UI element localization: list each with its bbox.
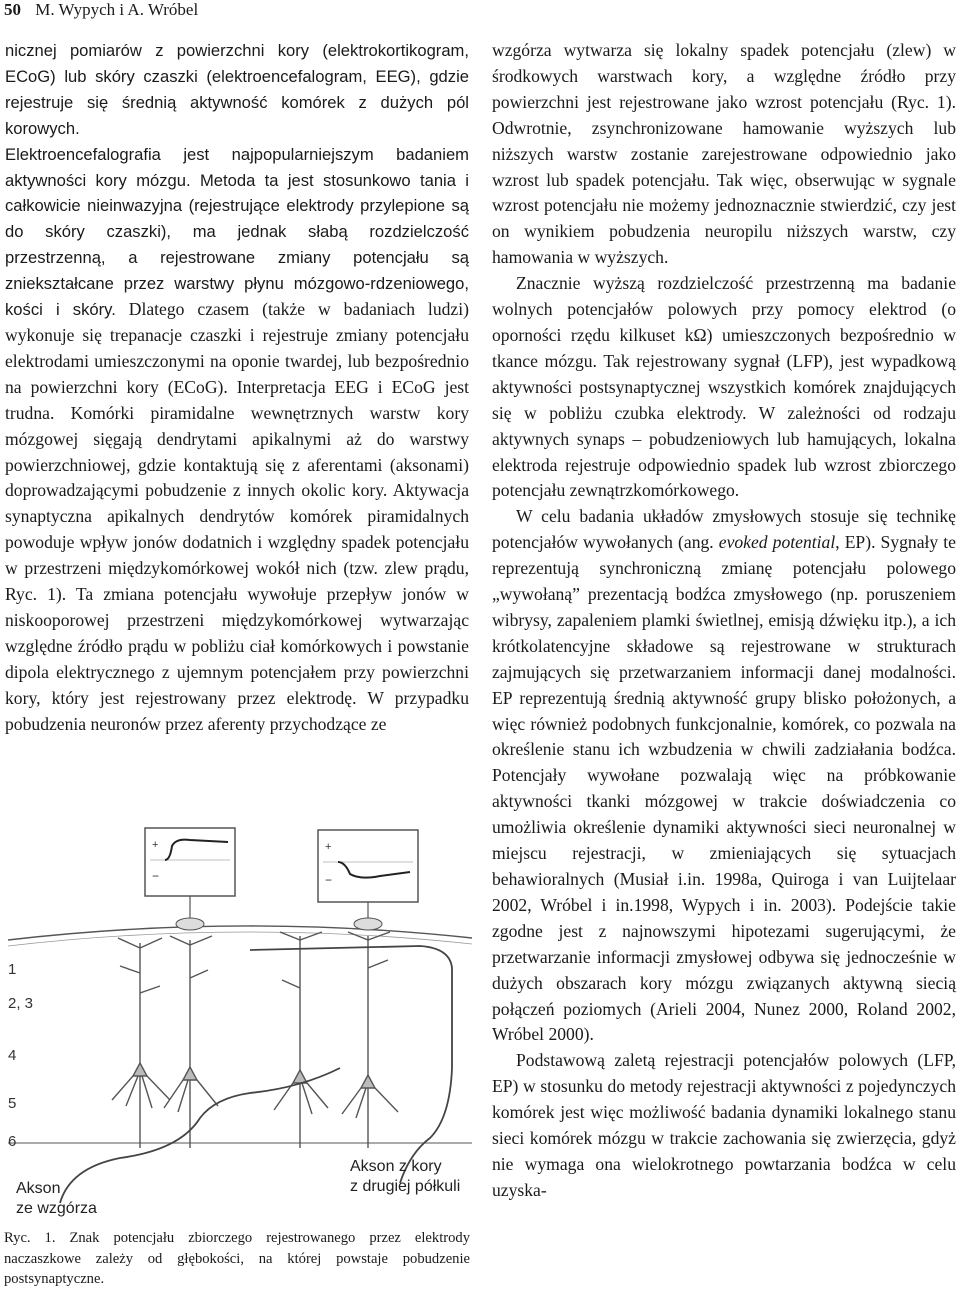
- text-run: , EP). Sygnały te reprezentują synchroniczną zmianę potencjału polowego „wywołaną” prezentacją bodźca zmysłowego (np. poruszeniem wibrysy, zapaleniem plamki świetlnej, emisją dźwięku itp.), a ich krótkolatencyjne składowe są rejestrowane w strukturach zajmujących się przetwarzaniem informacji danej modalności. EP reprezentują średnią aktywność grupy blisko położonych, a więc również podobnych funkcjonalnie, komórek, co pozwala na określenie stanu ich wzbudzenia w chwili zadziałania bodźca. Potencjały wywołane pozwalają więc na próbkowanie aktywności tkanki mózgowej w trakcie doświadczenia co umożliwia określenie dynamiki aktywności sieci neuronalnej w miejscu rejestracji, w zmieniających się sytuacjach behawioralnych (Musiał i.in. 1998a, Quiroga i van Luijtelaar 2002, Wróbel i in.1998, Wypych i in. 2003). Podejście takie zgodne jest z najnowszymi hipotezami sugerującymi, że przetwarzanie informacji zmysłowej odbywa się jednocześnie w dużych obszarach kory mózgu związanych aktywną siecią połączeń poziomych (Arieli 2004, Nunez 2000, Roland 2002, Wróbel 2000).: [492, 532, 956, 1045]
- electrode-2-plus-sign: +: [325, 841, 332, 853]
- layer-label-2-3: 2, 3: [8, 995, 34, 1012]
- axon-thalamus-label-line-2: ze wzgórza: [16, 1200, 97, 1217]
- running-authors: M. Wypych i A. Wróbel: [35, 0, 199, 19]
- paragraph: [492, 38, 956, 271]
- axon-cortex-label-line-2: z drugiej półkuli: [350, 1178, 461, 1195]
- electrode-1-recording-box: [145, 828, 235, 896]
- electrode-1-minus-sign: −: [152, 869, 160, 883]
- text-run: wzgórza wytwarza się lokalny spadek potencjału (zlew) w środkowych warstwach kory, a względne źródło przy powierzchni jest rejestrowane jako wzrost potencjału (Ryc. 1). Odwrotnie, zsynchronizowane hamowanie wyższych lub niższych warstw zostanie zarejestrowane odpowiednio jako wzrost lub spadek potencjału. Tak więc, obserwując w sygnale wzrost potencjału nie możemy jednoznacznie stwierdzić, czy jest on wynikiem pobudzenia neuropilu niższych warstw, czy hamowania w wyższych.: [492, 40, 956, 268]
- layer-label-5: 5: [8, 1095, 17, 1112]
- paragraph: [492, 271, 956, 504]
- text-run: Podstawową zaletą rejestracji potencjałów polowych (LFP, EP) w stosunku do metody rejestracji aktywności z pojedynczych komórek jest więc możliwość badania dynamiki lokalnego stanu sieci komórek mózgu w trakcie zachowania się zwierzęcia, gdyż nie wymaga ona wielokrotnego powtarzania bodźca w celu uzyska-: [492, 1050, 956, 1200]
- text-run: Dlatego czasem (także w badaniach ludzi) wykonuje się trepanacje czaszki i rejestruje zmiany potencjału elektrodami umieszczonymi na oponie twardej, lub bezpośrednio na powierzchni kory (ECoG). Interpretacja EEG i ECoG jest trudna. Komórki piramidalne wewnętrznych warstw kory mózgowej sięgają dendrytami apikalnymi aż do warstwy powierzchniowej, gdzie kontaktują się z aferentami (aksonami) doprowadzającymi pobudzenie z innych okolic kory. Aktywacja synaptyczna apikalnych dendrytów komórek piramidalnych powoduje wpływ jonów dodatnich i względny spadek potencjału w przestrzeni międzykomórkowej wokół nich (tzw. zlew prądu, Ryc. 1). Ta zmiana potencjału wywołuje przepływ jonów w niskooporowej przestrzeni międzykomórkowej wytwarzając względne źródło prądu w pobliżu ciał komórkowych i powstanie dipola elektrycznego z ujemnym potencjałem przy powierzchni kory, który jest rejestrowany przez elektrodę. W przypadku pobudzenia neuronów przez aferenty przychodzące ze: [5, 299, 469, 734]
- pyramidal-neuron-1: [112, 938, 170, 1148]
- figure-1: [0, 818, 475, 1218]
- callosal-afferent-axon: [250, 946, 452, 1183]
- electrode-1-plus-sign: +: [152, 839, 159, 851]
- electrode-2-disc: [354, 918, 382, 930]
- axon-thalamus-label-line-1: Akson: [16, 1180, 61, 1197]
- italic-text-run: evoked potential: [718, 532, 836, 553]
- text-run: nicznej pomiarów z powierzchni kory (elektrokortikogram, ECoG) lub skóry czaszki (elektroencefalogram, EEG), gdzie rejestruje się średnią aktywność komórek z dużych pól korowych.: [5, 41, 469, 138]
- figure-1-illustration: [0, 818, 475, 1218]
- paragraph: [5, 38, 469, 142]
- cortex-surface-line-inner: [8, 932, 472, 946]
- text-run: W celu badania układów zmysłowych stosuje się technikę potencjałów wywołanych (ang.: [492, 506, 956, 553]
- running-header: [4, 0, 198, 20]
- text-run: Znacznie wyższą rozdzielczość przestrzenną ma badanie wolnych potencjałów polowych przy pomocy elektrod (o oporności rzędu kilkuset kΩ) umieszczonych bezpośrednio w tkance mózgu. Tak rejestrowany sygnał (LFP), jest wypadkową aktywności postsynaptycznej wszystkich komórek znajdujących się w pobliżu czubka elektrody. W zależności od rodzaju aktywnych synaps – pobudzeniowych lub hamujących, lokalna elektroda rejestruje odpowiednio spadek lub wzrost zbiorczego potencjału zewnątrzkomórkowego.: [492, 273, 956, 501]
- paragraph: [5, 142, 469, 738]
- left-text-column: [5, 38, 469, 737]
- pyramidal-neuron-2: [164, 936, 218, 1148]
- pyramidal-neuron-3: [274, 932, 328, 1148]
- electrode-2-minus-sign: −: [325, 873, 333, 887]
- paragraph: [492, 1048, 956, 1203]
- text-run: Elektroencefalografia jest najpopularniejszym badaniem aktywności kory mózgu. Metoda ta jest stosunkowo tania i całkowicie nieinwazyjna (rejestrujące elektrody przylepione są do skóry czaszki), ma jednak słabą rozdzielczość przestrzenną, a rejestrowane zmiany potencjału są zniekształcane przez warstwy płynu mózgowo-rdzeniowego, kości i skóry.: [5, 144, 469, 320]
- thalamic-afferent-axon: [60, 1068, 340, 1203]
- electrode-2-recording-box: [318, 830, 418, 902]
- pyramidal-neuron-4: [342, 932, 398, 1148]
- electrode-1-disc: [176, 918, 204, 930]
- layer-label-6: 6: [8, 1133, 17, 1150]
- layer-label-4: 4: [8, 1047, 17, 1064]
- page-number: 50: [4, 0, 21, 19]
- right-text-column: [492, 38, 956, 1204]
- axon-cortex-label-line-1: Akson z kory: [350, 1158, 442, 1175]
- figure-1-caption: Ryc. 1. Znak potencjału zbiorczego rejestrowanego przez elektrody naczaszkowe zależy od głębokości, na której powstaje pobudzenie postsynaptyczne.: [4, 1230, 470, 1287]
- paragraph: [492, 504, 956, 1048]
- layer-label-1: 1: [8, 961, 17, 978]
